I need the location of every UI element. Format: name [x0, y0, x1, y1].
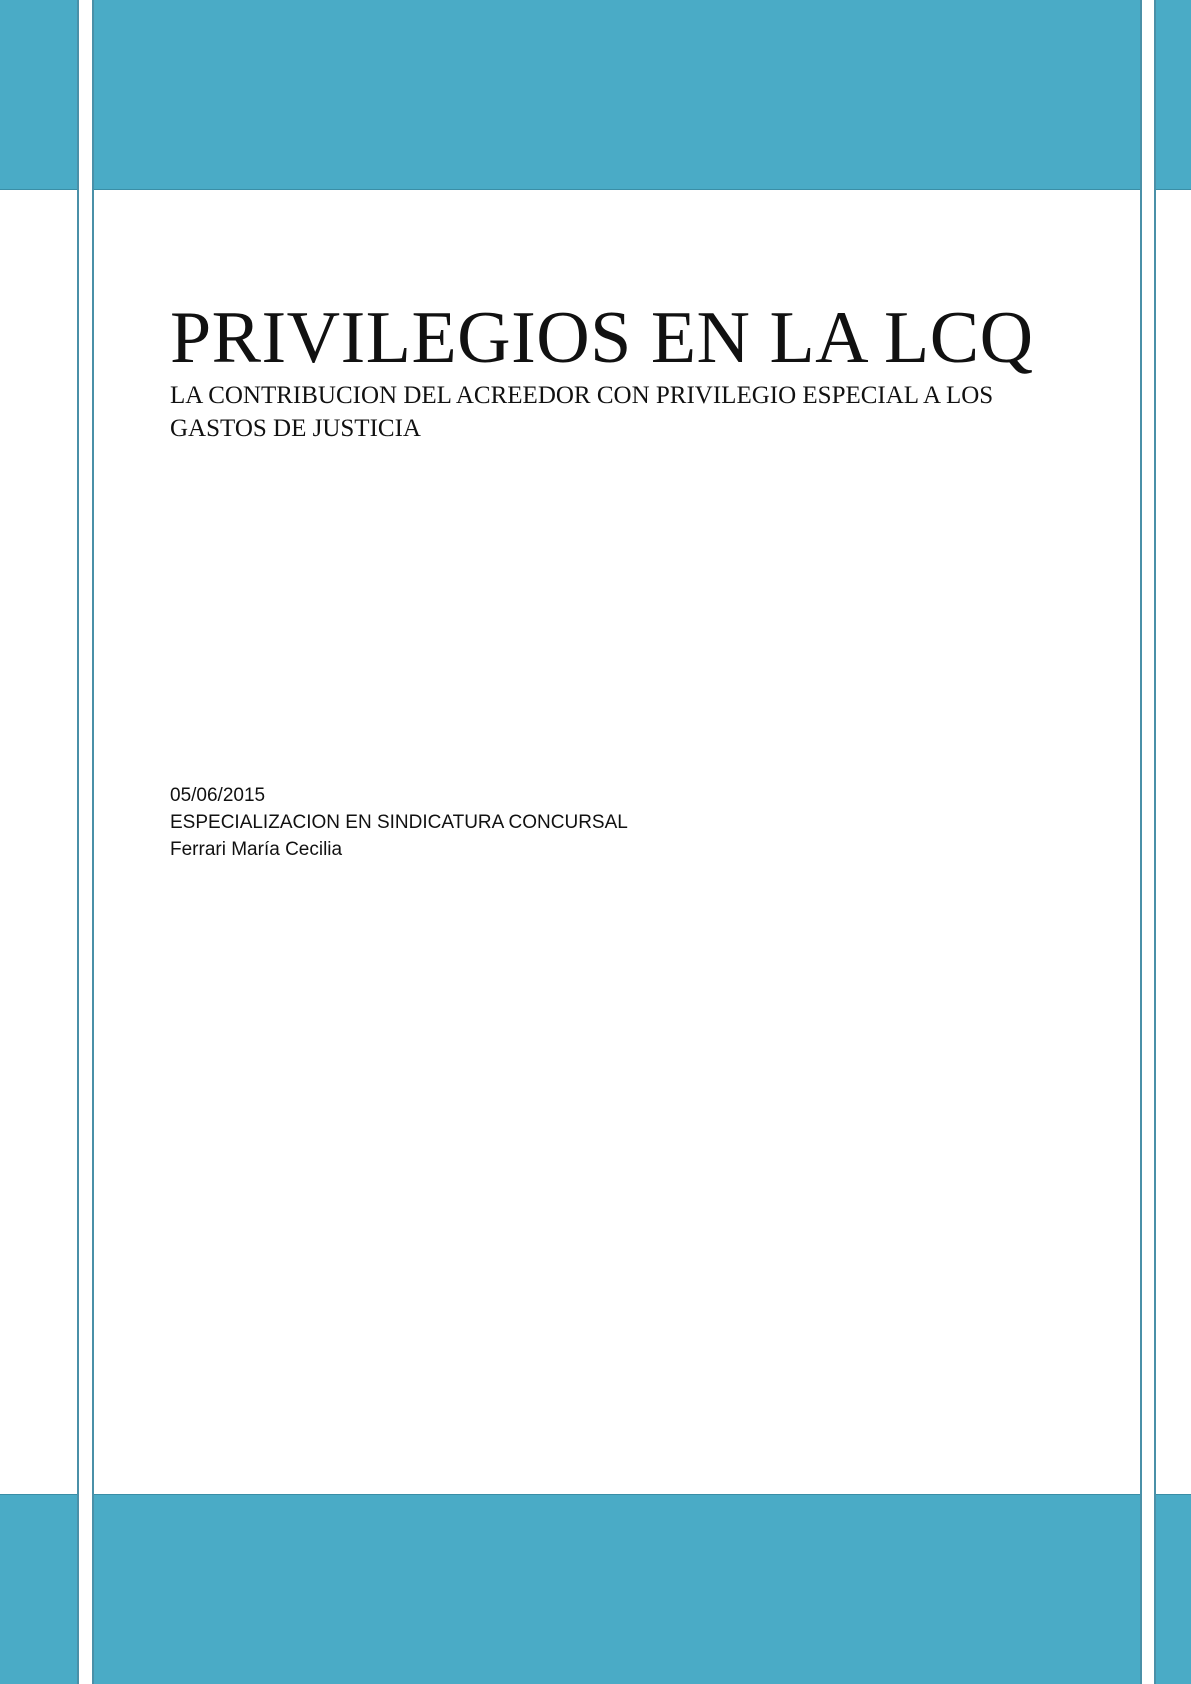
document-meta [170, 782, 628, 863]
bottom-center-band [92, 1494, 1141, 1684]
document-subtitle: LA CONTRIBUCION DEL ACREEDOR CON PRIVILEGIO ESPECIAL A LOS GASTOS DE JUSTICIA [170, 382, 994, 442]
document-course: ESPECIALIZACION EN SINDICATURA CONCURSAL [170, 812, 628, 833]
top-right-band [1154, 0, 1191, 190]
bottom-left-band [0, 1494, 78, 1684]
document-title: PRIVILEGIOS EN LA LCQ [170, 297, 1034, 379]
frame-line-right-outer [1154, 0, 1156, 1684]
bottom-right-band [1154, 1494, 1191, 1684]
top-center-band [92, 0, 1141, 190]
top-left-band [0, 0, 78, 190]
document-date: 05/06/2015 [170, 785, 266, 806]
frame-line-left-outer [77, 0, 79, 1684]
document-author: Ferrari María Cecilia [170, 839, 343, 860]
frame-line-left-inner [92, 0, 94, 1684]
frame-line-right-inner [1140, 0, 1142, 1684]
